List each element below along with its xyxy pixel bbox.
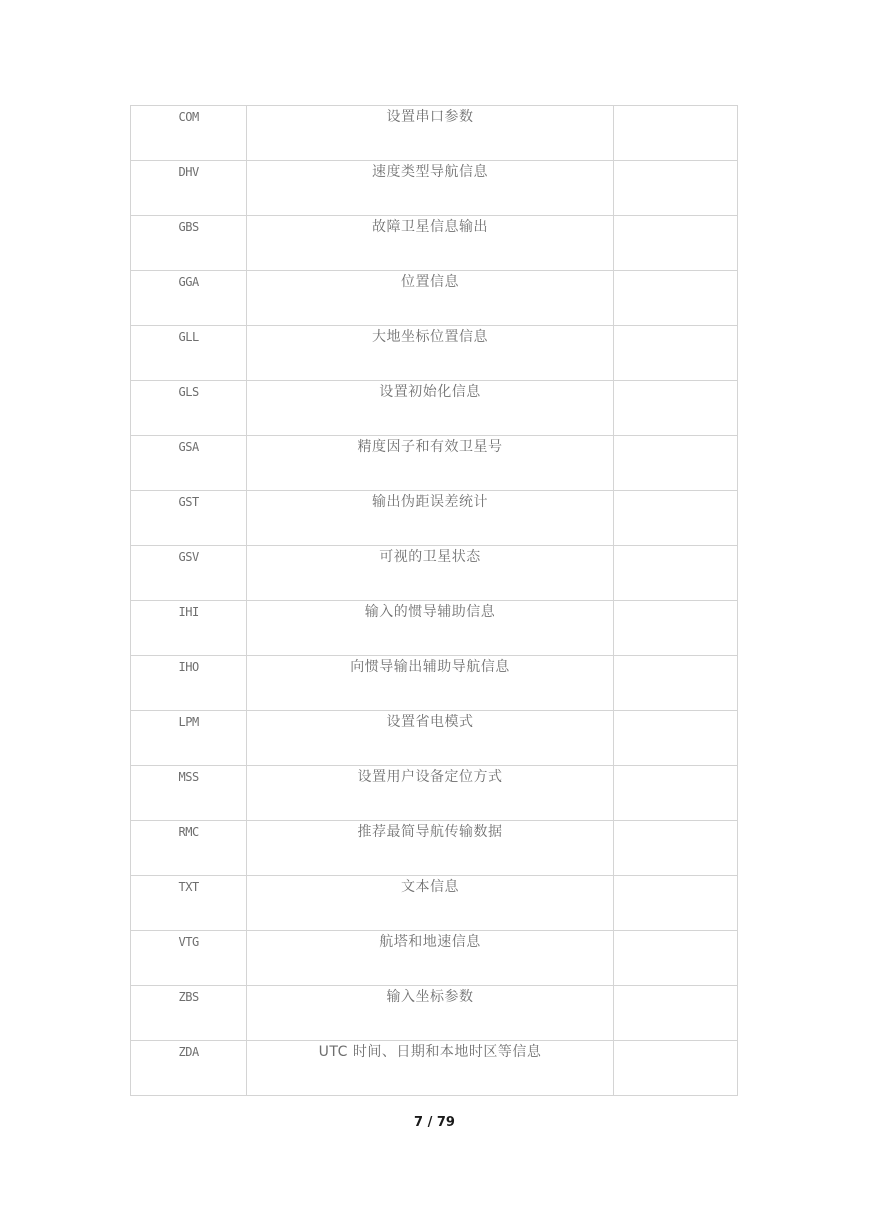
- message-code-cell: [131, 326, 247, 381]
- message-note: [614, 821, 737, 824]
- message-note: [614, 1041, 737, 1044]
- message-description: 航塔和地速信息: [379, 934, 481, 950]
- message-note: [614, 491, 737, 494]
- message-note: [614, 436, 737, 439]
- message-note-cell: [613, 546, 737, 601]
- message-note: [614, 876, 737, 879]
- message-code-cell: [131, 656, 247, 711]
- message-note-cell: [613, 711, 737, 766]
- message-code-cell: [131, 491, 247, 546]
- message-code: MSS: [178, 770, 199, 784]
- message-description: 推荐最简导航传输数据: [357, 824, 503, 840]
- table-row: [131, 436, 738, 491]
- table-row: [131, 986, 738, 1041]
- message-note: [614, 161, 737, 164]
- table-row: [131, 106, 738, 161]
- message-note-cell: [613, 436, 737, 491]
- message-description-cell: [247, 711, 614, 766]
- message-description: 设置初始化信息: [379, 384, 481, 400]
- message-code: GSV: [178, 550, 199, 564]
- message-description-cell: [247, 766, 614, 821]
- message-description-cell: [247, 931, 614, 986]
- table-row: [131, 491, 738, 546]
- message-code: GBS: [178, 220, 199, 234]
- message-description-cell: [247, 216, 614, 271]
- message-description: 位置信息: [400, 274, 459, 290]
- message-note: [614, 766, 737, 769]
- page-number: 7 / 79: [414, 1115, 455, 1130]
- message-code: RMC: [178, 825, 199, 839]
- message-note: [614, 656, 737, 659]
- message-description-cell: [247, 601, 614, 656]
- table-row: [131, 546, 738, 601]
- table-row: [131, 601, 738, 656]
- table-row: [131, 161, 738, 216]
- message-description: 输入的惯导辅助信息: [364, 604, 496, 620]
- message-code: DHV: [178, 165, 199, 179]
- message-note-cell: [613, 601, 737, 656]
- message-description-cell: [247, 271, 614, 326]
- table-row: [131, 821, 738, 876]
- message-code: ZBS: [178, 990, 199, 1004]
- table-row: [131, 656, 738, 711]
- message-code-cell: [131, 436, 247, 491]
- message-description: 设置用户设备定位方式: [357, 769, 503, 785]
- message-code: GLS: [178, 385, 199, 399]
- message-note-cell: [613, 766, 737, 821]
- message-description: 向惯导输出辅助导航信息: [350, 659, 510, 675]
- message-note: [614, 271, 737, 274]
- message-note: [614, 931, 737, 934]
- table-row: [131, 931, 738, 986]
- message-code: VTG: [178, 935, 199, 949]
- message-note-cell: [613, 216, 737, 271]
- message-note-cell: [613, 986, 737, 1041]
- message-table-body: [131, 106, 738, 1096]
- message-description-cell: [247, 106, 614, 161]
- message-description-cell: [247, 986, 614, 1041]
- message-description-cell: [247, 491, 614, 546]
- message-description: 输出伪距误差统计: [371, 494, 488, 510]
- table-row: [131, 216, 738, 271]
- message-note-cell: [613, 106, 737, 161]
- message-table: [130, 105, 738, 1096]
- message-code: IHO: [178, 660, 199, 674]
- message-description-cell: [247, 381, 614, 436]
- message-code: IHI: [178, 605, 199, 619]
- message-description: 速度类型导航信息: [371, 164, 488, 180]
- message-description: UTC 时间、日期和本地时区等信息: [318, 1044, 542, 1060]
- message-code: COM: [178, 110, 199, 124]
- message-code-cell: [131, 1041, 247, 1096]
- message-description: 精度因子和有效卫星号: [357, 439, 503, 455]
- table-row: [131, 876, 738, 931]
- message-code-cell: [131, 161, 247, 216]
- message-description-cell: [247, 546, 614, 601]
- message-note-cell: [613, 381, 737, 436]
- message-description: 设置串口参数: [386, 109, 474, 125]
- message-note-cell: [613, 876, 737, 931]
- message-code: GLL: [178, 330, 199, 344]
- message-code: GGA: [178, 275, 199, 289]
- message-code-cell: [131, 106, 247, 161]
- table-row: [131, 1041, 738, 1096]
- message-code-cell: [131, 821, 247, 876]
- message-note-cell: [613, 326, 737, 381]
- message-note-cell: [613, 656, 737, 711]
- message-code: ZDA: [178, 1045, 199, 1059]
- message-code-cell: [131, 271, 247, 326]
- message-code: LPM: [178, 715, 199, 729]
- message-description-cell: [247, 876, 614, 931]
- message-note: [614, 381, 737, 384]
- message-code: GSA: [178, 440, 199, 454]
- message-code: TXT: [178, 880, 199, 894]
- message-description-cell: [247, 326, 614, 381]
- message-description-cell: [247, 161, 614, 216]
- message-description: 文本信息: [400, 879, 459, 895]
- table-row: [131, 381, 738, 436]
- message-note: [614, 216, 737, 219]
- message-code-cell: [131, 931, 247, 986]
- message-description-cell: [247, 1041, 614, 1096]
- message-note: [614, 546, 737, 549]
- message-note: [614, 326, 737, 329]
- message-note: [614, 106, 737, 109]
- table-row: [131, 326, 738, 381]
- message-description: 大地坐标位置信息: [371, 329, 488, 345]
- message-code: GST: [178, 495, 199, 509]
- message-note-cell: [613, 821, 737, 876]
- message-code-cell: [131, 216, 247, 271]
- message-code-cell: [131, 601, 247, 656]
- message-description-cell: [247, 436, 614, 491]
- message-description: 可视的卫星状态: [379, 549, 481, 565]
- message-description-cell: [247, 821, 614, 876]
- table-row: [131, 711, 738, 766]
- message-description: 输入坐标参数: [386, 989, 474, 1005]
- message-code-cell: [131, 986, 247, 1041]
- message-code-cell: [131, 381, 247, 436]
- table-row: [131, 271, 738, 326]
- message-code-cell: [131, 766, 247, 821]
- message-note-cell: [613, 931, 737, 986]
- message-note-cell: [613, 161, 737, 216]
- message-note-cell: [613, 271, 737, 326]
- message-description: 故障卫星信息输出: [371, 219, 488, 235]
- message-code-cell: [131, 546, 247, 601]
- message-code-cell: [131, 711, 247, 766]
- message-note-cell: [613, 491, 737, 546]
- table-row: [131, 766, 738, 821]
- message-description: 设置省电模式: [386, 714, 474, 730]
- message-description-cell: [247, 656, 614, 711]
- message-note: [614, 711, 737, 714]
- message-code-cell: [131, 876, 247, 931]
- message-note-cell: [613, 1041, 737, 1096]
- message-note: [614, 601, 737, 604]
- message-note: [614, 986, 737, 989]
